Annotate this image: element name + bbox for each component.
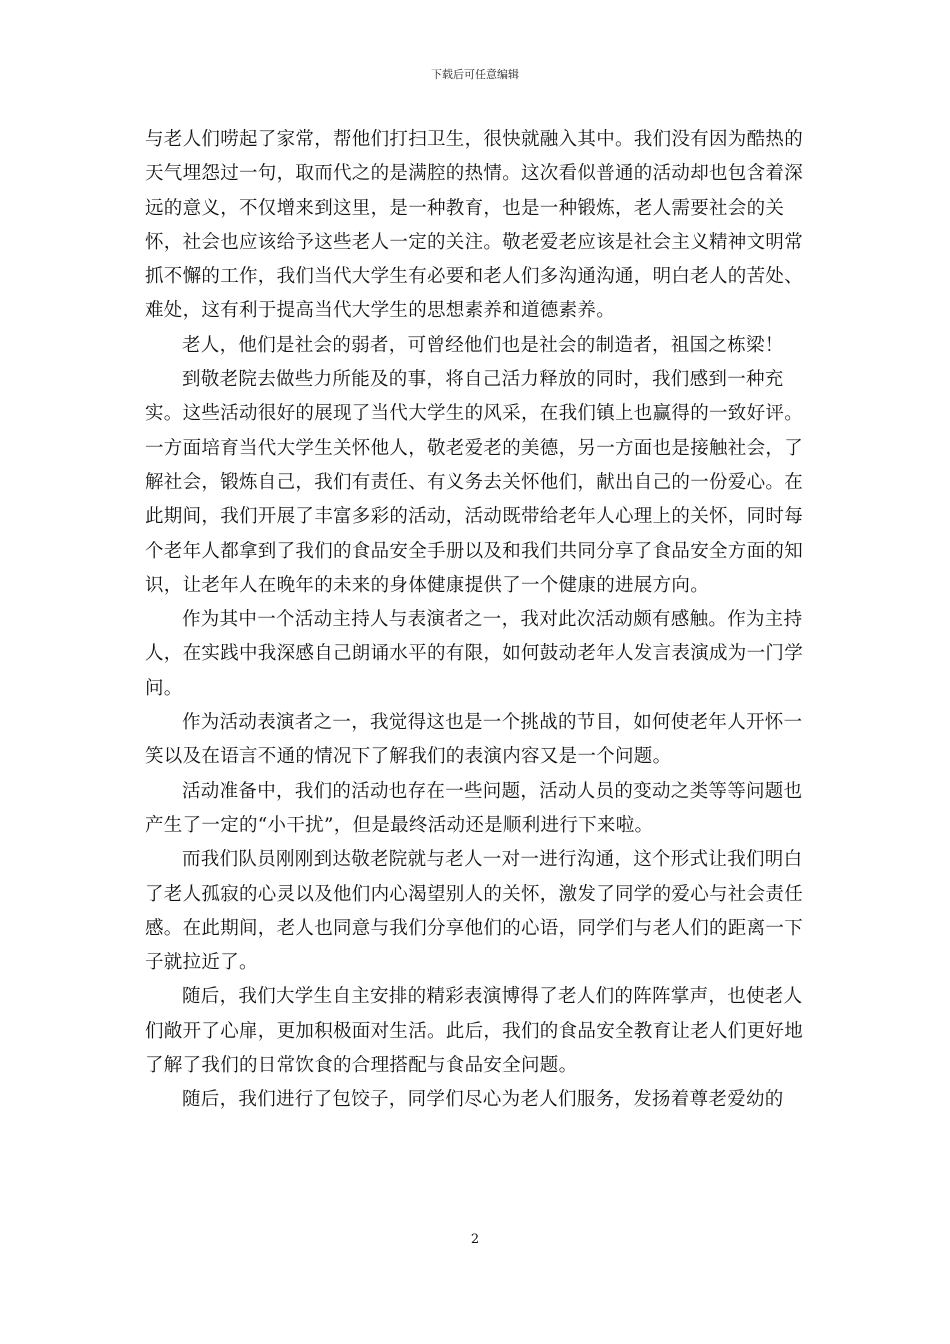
paragraph: 而我们队员刚刚到达敬老院就与老人一对一进行沟通，这个形式让我们明白了老人孤寂的心灵以及他们内心渴望别人的关怀，激发了同学的爱心与社会责任感。在此期间，老人也同意与我们分享他们的心语，同学们与老人们的距离一下子就拉近了。 <box>145 849 804 974</box>
paragraph: 老人，他们是社会的弱者，可曾经他们也是社会的制造者，祖国之栋梁！ <box>182 334 784 356</box>
page-header: 下载后可任意编辑 <box>431 68 519 81</box>
paragraph: 到敬老院去做些力所能及的事，将自己活力释放的同时，我们感到一种充实。这些活动很好的展现了当代大学生的风采，在我们镇上也赢得的一致好评。一方面培育当代大学生关怀他人，敬老爱老的美德，另一方面也是接触社会，了解社会，锻炼自己，我们有责任、有义务去关怀他们，献出自己的一份爱心。在此期间，我们开展了丰富多彩的活动，活动既带给老年人心理上的关怀，同时每个老年人都拿到了我们的食品安全手册以及和我们共同分享了食品安全方面的知识，让老年人在晚年的未来的身体健康提供了一个健康的进展方向。 <box>145 369 804 596</box>
paragraph: 随后，我们进行了包饺子，同学们尽心为老人们服务，发扬着尊老爱幼的 <box>182 1089 784 1111</box>
document-body <box>145 123 810 1118</box>
paragraph: 随后，我们大学生自主安排的精彩表演博得了老人们的阵阵掌声，也使老人们敞开了心扉，更加积极面对生活。此后，我们的食品安全教育让老人们更好地了解了我们的日常饮食的合理搭配与食品安全问题。 <box>145 986 804 1077</box>
paragraph: 作为其中一个活动主持人与表演者之一，我对此次活动颇有感触。作为主持人，在实践中我深感自己朗诵水平的有限，如何鼓动老年人发言表演成为一门学问。 <box>145 609 804 699</box>
paragraph: 与老人们唠起了家常，帮他们打扫卫生，很快就融入其中。我们没有因为酷热的天气埋怨过一句，取而代之的是满腔的热情。这次看似普通的活动却也包含着深远的意义，不仅增来到这里，是一种教育，也是一种锻炼，老人需要社会的关怀，社会也应该给予这些老人一定的关注。敬老爱老应该是社会主义精神文明常抓不懈的工作，我们当代大学生有必要和老人们多沟通沟通，明白老人的苦处、难处，这有利于提高当代大学生的思想素养和道德素养。 <box>145 129 804 322</box>
paragraph: 活动准备中，我们的活动也存在一些问题，活动人员的变动之类等等问题也产生了一定的“小干扰”，但是最终活动还是顺利进行下来啦。 <box>145 780 803 836</box>
paragraph: 作为活动表演者之一，我觉得这也是一个挑战的节目，如何使老年人开怀一笑以及在语言不通的情况下了解我们的表演内容又是一个问题。 <box>145 712 803 768</box>
page-number: 2 <box>470 1232 480 1247</box>
